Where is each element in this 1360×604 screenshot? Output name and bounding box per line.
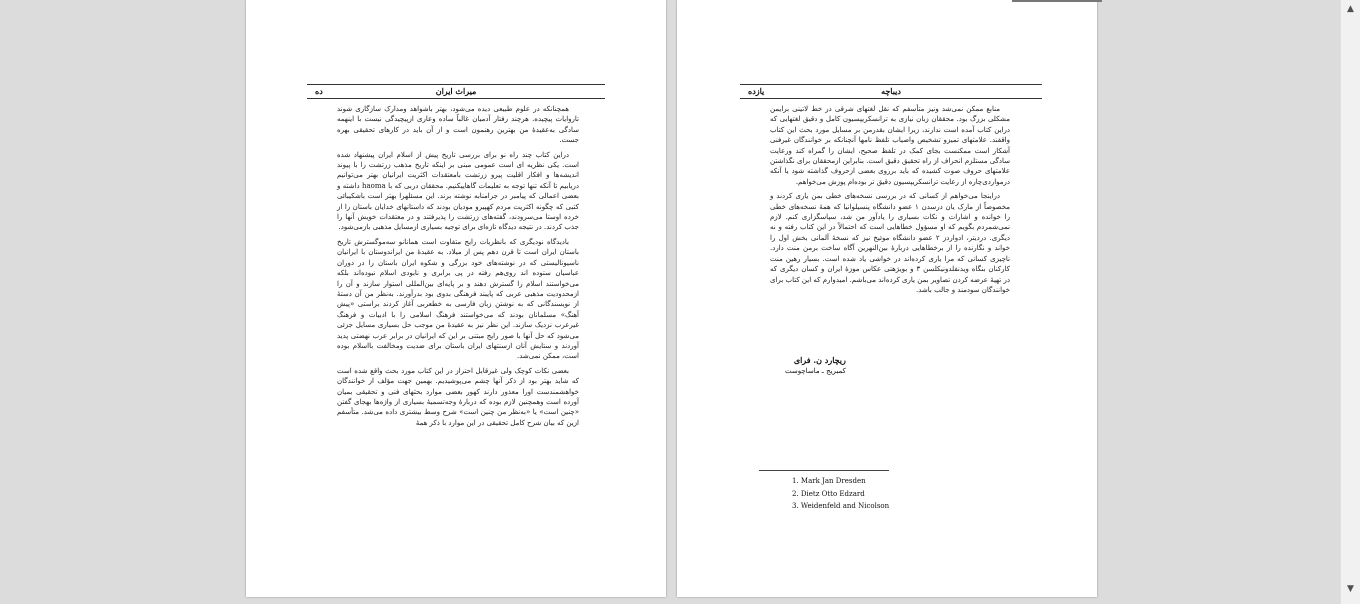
left-paragraph: دراین کتاب چند راه نو برای بررسی تاریخ پیش از اسلام ایران پیشنهاد شده است. یکی نظریه ای است عمومی مبنی بر اینکه تاریخ مذهب زرتشت را با پیوند اندیشه‌ها و افکار اقلیت پیرو زرتشت بامعتقدات اکثریت ایرانیان بهتر می‌توانیم دریابیم تا آنکه تنها توجه به تعلیمات گاهاییکنیم. محققان دربی که با haoma داشته و بعضی اعمالی که پیامبر در جرامنابه نوشته برند. این مسئلهرا بهتر است باشکیبائی کتبی که چگونه اکثریت مردم کهپیرو مودیان بودند که داستانهای خدایان باستان را از خرده اوستا می‌سرودند، گفته‌های زرتشت را پذیرفتند و در معتقدات خویش آنها را جذب کردند. در نتیجه دیدگاه تازه‌ای برای توجیه بسیاری ازمسایل مذهبی بازمی‌شود. — [337, 150, 579, 232]
signature-name: ریچارد ن. فرای — [793, 355, 846, 365]
left-page-header — [307, 84, 605, 99]
footnote: 3. Weidenfeld and Nicolson — [792, 502, 890, 510]
left-paragraph: بادیدگاه نودیگری که بانظریات رایج متفاوت است همانانو سه‌موگسترش تاریخ باستان ایران است تا قرن دهم پس از میلاد. به عقیدهٔ من ایراندوستان با ایرانیان ناسیونالیستی که در نوشته‌های خود بزرگی و شکوه ایران باستان را در دوران عباسیان ستوده اند روی‌هم رفته در پی برابری و نابودی اسلام نبوده‌اند بلکه می‌خواستند اسلام را گسترش دهند و بر پایه‌ای بین‌المللی استوار سازند و آن را ازمحدودیت مذهبی عربی که پایبند فرهنگی بدوی بود بدرآورند. به‌نظر من آن دستهٔ از نویسندگانی که به نوشتن زبان فارسی به خطعربی آغاز کردند براستی «پیش آهنگ» مسلمانان بودند که می‌خواستند فرهنگ اسلامی را با ادبیات و فرهنگ غیرعرب نزدیک سازند. این نظر نیز به عقیدهٔ من موجب حل بسیاری مسایل جزئی می‌شود که حل آنها با صور رایج مبتنی بر این که ایرانیان در برابر عرب نهضتی پدید آوردند و ستایش آنان ازسنتهای ایران باستان برای ضدیت ومخالفت بااسلام بوده است، ممکن نمی‌شد. — [337, 237, 579, 361]
right-page-body — [770, 104, 1010, 299]
page-edge-marker — [1012, 0, 1102, 2]
left-page — [246, 0, 666, 597]
scroll-down-arrow-icon[interactable]: ▼ — [1347, 584, 1354, 594]
left-paragraph: بعضی نکات کوچک ولی غیرقابل احتراز در این کتاب مورد بحث واقع شده است که شاید بهتر بود از ذکر آنها چشم می‌پوشیدیم. بهمین جهت مؤلف از خوانندگان خواهشمندست اورا معذور دارند کهور بعضی موارد بحثهای فنی و تحقیقی بمیان آورده است وهمچنین لازم بوده که دربارهٔ وجه‌تسمیهٔ بسیاری از واژه‌ها بهجای گفتن «چنین است» یا «به‌نظر من چنین است» شرح وسط بیشتری داده می‌شد. متأسفم ازین که بیان شرح کامل تحقیقی در این موارد با ذکر همهٔ — [337, 366, 579, 427]
footnotes — [792, 475, 889, 513]
signature-block — [785, 355, 846, 375]
signature-place: کمبریج ـ ماساچوست — [785, 367, 846, 375]
right-page — [677, 0, 1097, 597]
footnote-divider — [759, 470, 889, 471]
right-paragraph: منابع ممکن نمی‌شد ونیز متأسفم که نقل لغتهای شرقی در خط لاتینی برایمن مشکلی بزرگ بود. محققان زبان نیازی به ترانسکریپسیون کامل و دقیق لغتهایی که دراین کتاب آمده است ندارند، زیرا ایشان بقدرمن بر مسایل مورد بحث این کتاب واقفند. علامتهای تمیزو تشخیص واصیاب تلفظ نامها آنچنانکه بر خوانندگان غیرفنی آشکار است ممکنست بجای کمک در تلفظ صحیح، ایشان را گمراه کند ورعایت سادگی مستلزم انحراف از راه تحقیق دقیق است. بنابراین ازمحققان برای نگذاشتن علامتهای حروف صوت کشیده که باید برروی بعضی ازحروف گذاشته شود یا آنکه درمواردی‌چاره از رعایت ترانسکریپسیون دقیق تر بوده‌ام پوزش می‌خواهم. — [770, 105, 1010, 186]
left-page-body — [337, 104, 579, 432]
footnote: 1. Mark Jan Dresden — [792, 477, 866, 485]
right-paragraph: دراینجا می‌خواهم از کسانی که در بررسی نسخه‌های خطی بمن یاری کردند و مخصوصاً از مارک یان درسدن ۱ عضو دانشگاه پنسیلوانیا که همهٔ نسخه‌های خطی را خوانده و اشارات و نکات بسیاری را یادآور من شد، سپاسگزاری کنم. لازم نمی‌شمردم بگویم که او مسؤول خطاهایی است که احتمالاً در این کتاب رفته و نه دیگری. دردیتر، ادواردز ۲ عضو دانشگاه موئیخ نیز که نسخهٔ آلمانی بخش اول را خواند و نگارنده را از برخطاهایی دربارهٔ بین‌النهرین آگاه ساخت برمن منت دارد. ناچیزی کسانی که مرا یاری کرده‌اند در خواشی یاد شده است. بسیار رهین منت کارکنان بنگاه ویدنفلدونیکلسن ۳ و بویژهتی عکاس موزهٔ ایران و کسان دیگری که در تهیهٔ عرضه کردن تصاویر بمن یاری کرده‌اند می‌باشم. امیدوارم که این کتاب برای خوانندگان سودمند و جالب باشد. — [770, 192, 1010, 294]
right-running-title: دیباچه — [881, 86, 901, 96]
right-page-number: یازده — [748, 86, 765, 96]
right-page-header — [740, 84, 1042, 99]
left-paragraph: همچنانکه در علوم طبیعی دیده می‌شود، بهتر باشواهد ومدارک سازگاری شوند تاروایات پیچیده. هرچند رفتار آدمیان غالباً ساده وعاری ازپیچیدگی نیست با اینهمه سادگی به‌عقیدهٔ من بهترین رهنمون است و از آن باید در کارهای تحقیقی بهره جست. — [337, 105, 579, 145]
footnote: 2. Dietz Otto Edzard — [792, 489, 865, 498]
vertical-scrollbar[interactable] — [1340, 0, 1360, 604]
scroll-up-arrow-icon[interactable]: ▲ — [1347, 4, 1354, 14]
left-page-number: ده — [315, 86, 323, 96]
left-running-title: میراث ایران — [435, 86, 477, 96]
